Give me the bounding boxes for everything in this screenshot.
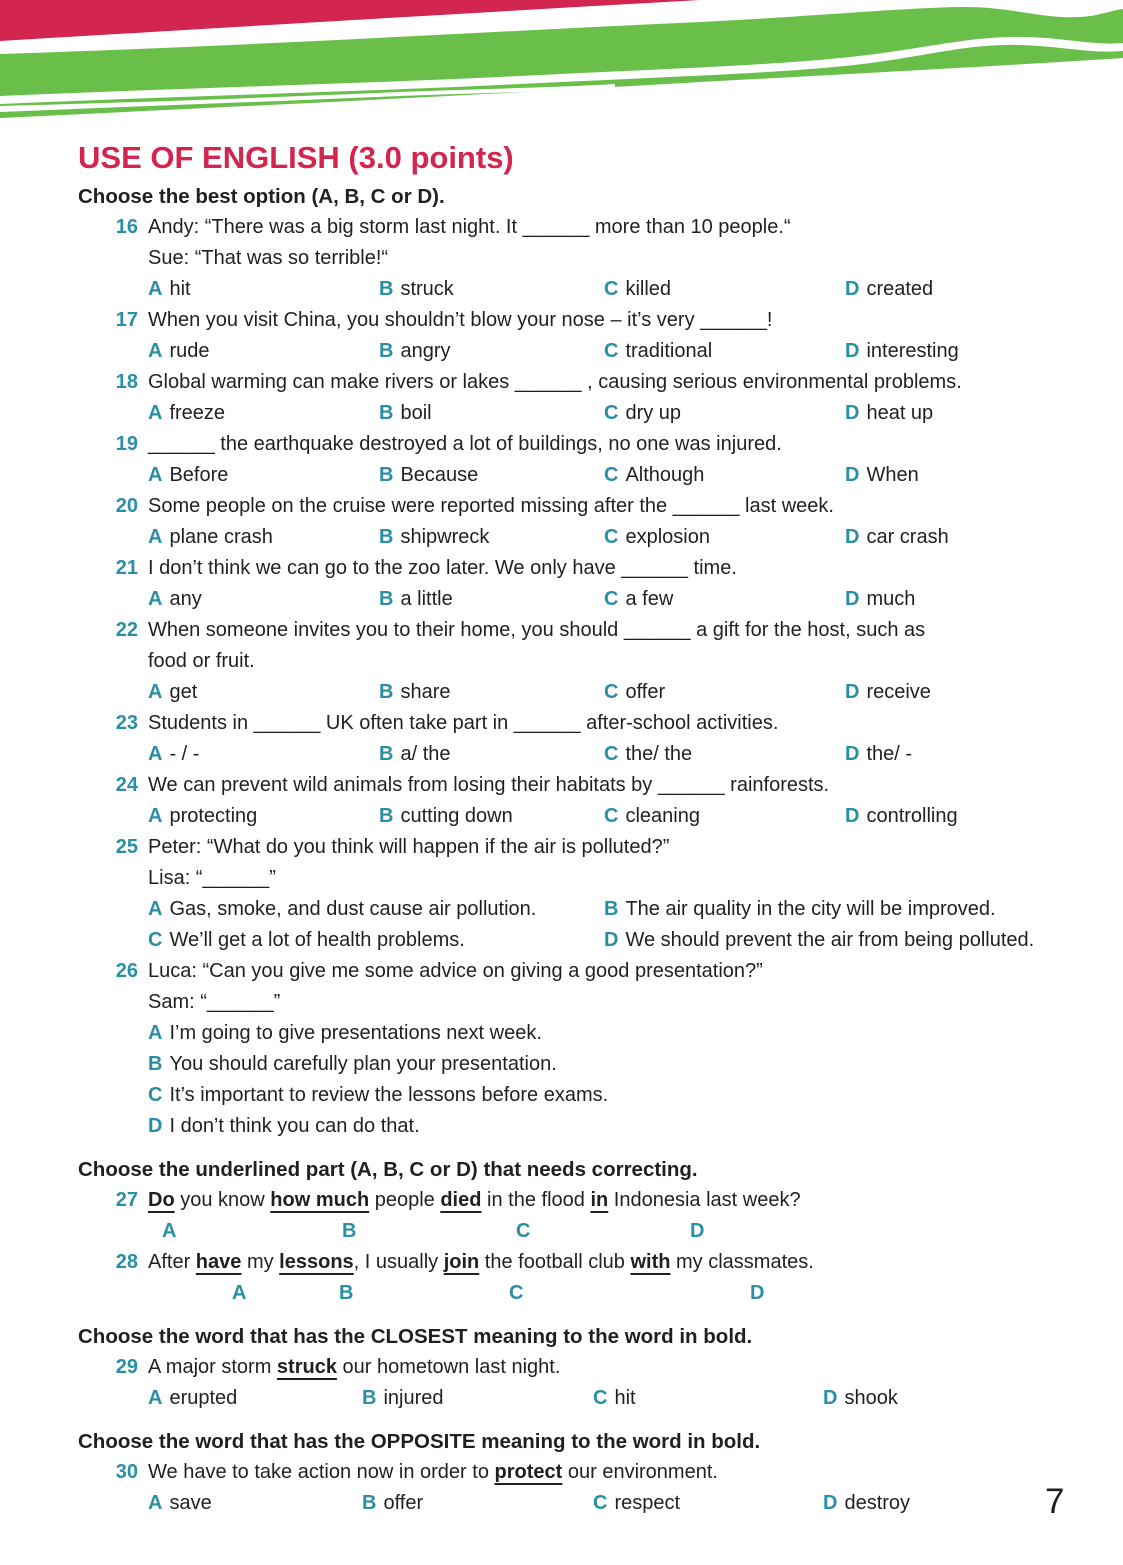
question-21 [78, 553, 1093, 615]
option-letter: C [604, 743, 619, 765]
options-row [148, 677, 1093, 708]
label-a: A [162, 1220, 177, 1242]
option-25-a [148, 894, 604, 925]
option-21-b [379, 584, 604, 615]
question-number: 17 [115, 309, 138, 331]
option-text: created [866, 278, 934, 300]
option-letter: C [593, 1387, 608, 1409]
question-text: Do you know how much people died in the flood in Indonesia last week? [148, 1189, 801, 1211]
option-24-b [379, 801, 604, 832]
section-best-option [78, 181, 1093, 1142]
question-number: 22 [115, 619, 138, 641]
option-letter: D [845, 340, 860, 362]
option-letter: B [379, 805, 394, 827]
option-letter: D [823, 1492, 838, 1514]
question-text: Luca: “Can you give me some advice on giving a good presentation?” [148, 960, 763, 982]
option-letter: B [362, 1492, 377, 1514]
question-text: Andy: “There was a big storm last night. It ______ more than 10 people.“ [148, 216, 791, 238]
question-28 [78, 1247, 1093, 1309]
option-text: It’s important to review the lessons before exams. [169, 1084, 609, 1106]
option-text: hit [614, 1387, 636, 1409]
option-letter: D [148, 1115, 163, 1137]
option-text: Gas, smoke, and dust cause air pollution. [169, 898, 537, 920]
option-24-d [845, 801, 1093, 832]
question-number: 19 [115, 433, 138, 455]
section-instruction: Choose the word that has the OPPOSITE meaning to the word in bold. [78, 1430, 761, 1453]
question-number: 21 [115, 557, 138, 579]
option-letter: D [845, 805, 860, 827]
option-16-b [379, 274, 604, 305]
option-text: You should carefully plan your presentation. [169, 1053, 557, 1075]
option-text: traditional [625, 340, 713, 362]
option-letter: D [845, 464, 860, 486]
option-30-c [593, 1488, 823, 1519]
question-text: Sue: “That was so terrible!“ [148, 247, 389, 269]
option-text: rude [169, 340, 210, 362]
option-letter: C [148, 929, 163, 951]
option-letter: A [148, 1022, 163, 1044]
option-text: respect [614, 1492, 681, 1514]
option-letter: D [845, 743, 860, 765]
question-number: 28 [115, 1251, 138, 1273]
options-row [148, 894, 1093, 956]
option-17-d [845, 336, 1093, 367]
question-number: 29 [115, 1356, 138, 1378]
question-text: Sam: “______” [148, 991, 281, 1013]
option-letter: B [379, 402, 394, 424]
option-letter: B [379, 743, 394, 765]
option-16-c [604, 274, 845, 305]
option-letter: C [604, 805, 619, 827]
question-text: ______ the earthquake destroyed a lot of buildings, no one was injured. [148, 433, 782, 455]
option-letter: A [148, 805, 163, 827]
option-letter: A [148, 464, 163, 486]
option-text: We’ll get a lot of health problems. [169, 929, 465, 951]
option-letter: B [379, 526, 394, 548]
question-16 [78, 212, 1093, 305]
option-letter: A [148, 402, 163, 424]
question-number: 24 [115, 774, 138, 796]
option-letter: A [148, 743, 163, 765]
underlined-part-b: lessons [279, 1251, 354, 1273]
option-18-d [845, 398, 1093, 429]
section-error-correction [78, 1154, 1093, 1309]
question-number: 16 [115, 216, 138, 238]
option-letter: C [604, 526, 619, 548]
question-text: Students in ______ UK often take part in ______ after-school activities. [148, 712, 779, 734]
question-27 [78, 1185, 1093, 1247]
option-text: Because [400, 464, 479, 486]
option-text: a few [625, 588, 674, 610]
option-30-a [148, 1488, 362, 1519]
option-letter: C [604, 464, 619, 486]
question-18 [78, 367, 1093, 429]
label-d: D [690, 1220, 705, 1242]
option-letter: C [604, 588, 619, 610]
question-text: Global warming can make rivers or lakes ______ , causing serious environmental problems. [148, 371, 962, 393]
option-letter: B [379, 681, 394, 703]
option-text: any [169, 588, 202, 610]
underlined-part-b: how much [270, 1189, 370, 1211]
option-text: offer [383, 1492, 424, 1514]
label-b: B [339, 1282, 354, 1304]
section-opposite-meaning [78, 1426, 1093, 1519]
question-text: After have my lessons, I usually join the football club with my classmates. [148, 1251, 814, 1273]
options-row [148, 522, 1093, 553]
option-text: injured [383, 1387, 444, 1409]
option-text: controlling [866, 805, 958, 827]
question-text: Some people on the cruise were reported missing after the ______ last week. [148, 495, 834, 517]
option-text: protecting [169, 805, 258, 827]
option-text: Although [625, 464, 705, 486]
option-text: struck [400, 278, 454, 300]
answer-labels-row [148, 1278, 1093, 1309]
option-letter: A [148, 526, 163, 548]
option-text: freeze [169, 402, 226, 424]
option-26-c [148, 1080, 1093, 1111]
option-text: We should prevent the air from being polluted. [625, 929, 1035, 951]
options-row [148, 398, 1093, 429]
option-25-d [604, 925, 1093, 956]
underlined-part-c: join [443, 1251, 480, 1273]
options-row [148, 336, 1093, 367]
option-letter: C [148, 1084, 163, 1106]
option-19-c [604, 460, 845, 491]
option-text: dry up [625, 402, 682, 424]
option-text: boil [400, 402, 432, 424]
question-19 [78, 429, 1093, 491]
question-17 [78, 305, 1093, 367]
option-24-c [604, 801, 845, 832]
option-19-a [148, 460, 379, 491]
option-text: When [866, 464, 919, 486]
option-letter: C [604, 278, 619, 300]
underlined-part-d: with [630, 1251, 671, 1273]
option-21-a [148, 584, 379, 615]
question-text: We can prevent wild animals from losing their habitats by ______ rainforests. [148, 774, 830, 796]
option-20-b [379, 522, 604, 553]
option-22-a [148, 677, 379, 708]
option-text: the/ - [866, 743, 913, 765]
section-instruction: Choose the word that has the CLOSEST meaning to the word in bold. [78, 1325, 753, 1348]
question-22 [78, 615, 1093, 708]
section-instruction: Choose the underlined part (A, B, C or D) that needs correcting. [78, 1158, 698, 1181]
option-17-c [604, 336, 845, 367]
option-text: save [169, 1492, 212, 1514]
option-29-b [362, 1383, 593, 1414]
option-text: - / - [169, 743, 200, 765]
option-25-c [148, 925, 604, 956]
option-text: car crash [866, 526, 949, 548]
option-letter: B [379, 278, 394, 300]
page-number: 7 [1045, 1482, 1065, 1521]
option-letter: B [379, 340, 394, 362]
option-26-b [148, 1049, 1093, 1080]
section-closest-meaning [78, 1321, 1093, 1414]
question-number: 20 [115, 495, 138, 517]
question-26 [78, 956, 1093, 1142]
option-19-d [845, 460, 1093, 491]
option-text: plane crash [169, 526, 273, 548]
option-text: the/ the [625, 743, 693, 765]
option-16-a [148, 274, 379, 305]
question-30 [78, 1457, 1093, 1519]
option-text: erupted [169, 1387, 238, 1409]
option-22-d [845, 677, 1093, 708]
option-text: heat up [866, 402, 934, 424]
option-letter: A [148, 1492, 163, 1514]
option-21-c [604, 584, 845, 615]
option-text: receive [866, 681, 931, 703]
bold-word: struck [276, 1356, 337, 1378]
option-text: cleaning [625, 805, 700, 827]
option-letter: A [148, 1387, 163, 1409]
option-letter: D [823, 1387, 838, 1409]
option-text: much [866, 588, 916, 610]
option-text: I’m going to give presentations next week. [169, 1022, 542, 1044]
option-22-c [604, 677, 845, 708]
option-17-a [148, 336, 379, 367]
question-20 [78, 491, 1093, 553]
option-29-d [823, 1383, 1093, 1414]
section-instruction: Choose the best option (A, B, C or D). [78, 185, 445, 208]
option-24-a [148, 801, 379, 832]
question-text: food or fruit. [148, 650, 255, 672]
page-title: USE OF ENGLISH (3.0 points) [78, 140, 514, 175]
question-text: When you visit China, you shouldn’t blow your nose – it’s very ______! [148, 309, 773, 331]
underlined-part-c: died [440, 1189, 482, 1211]
option-30-b [362, 1488, 593, 1519]
question-text: We have to take action now in order to protect our environment. [148, 1461, 718, 1483]
option-text: angry [400, 340, 451, 362]
option-23-a [148, 739, 379, 770]
option-20-c [604, 522, 845, 553]
option-letter: A [148, 340, 163, 362]
answer-labels-row [148, 1216, 1093, 1247]
option-18-b [379, 398, 604, 429]
options-row [148, 1383, 1093, 1414]
options-row [148, 460, 1093, 491]
question-23 [78, 708, 1093, 770]
question-number: 26 [115, 960, 138, 982]
underlined-part-d: in [590, 1189, 609, 1211]
option-letter: D [845, 588, 860, 610]
option-letter: D [845, 526, 860, 548]
question-text: Peter: “What do you think will happen if the air is polluted?” [148, 836, 670, 858]
question-24 [78, 770, 1093, 832]
question-29 [78, 1352, 1093, 1414]
option-letter: C [604, 340, 619, 362]
option-text: explosion [625, 526, 710, 548]
option-letter: D [845, 681, 860, 703]
option-19-b [379, 460, 604, 491]
question-text: Lisa: “______” [148, 867, 276, 889]
option-letter: B [148, 1053, 163, 1075]
option-letter: A [148, 588, 163, 610]
option-text: shook [844, 1387, 898, 1409]
options-row [148, 1488, 1093, 1519]
header-graphic [0, 0, 1123, 120]
option-25-b [604, 894, 1093, 925]
question-text: A major storm struck our hometown last night. [148, 1356, 561, 1378]
option-text: get [169, 681, 198, 703]
option-letter: A [148, 278, 163, 300]
option-letter: C [604, 402, 619, 424]
option-23-c [604, 739, 845, 770]
option-18-c [604, 398, 845, 429]
option-text: hit [169, 278, 191, 300]
option-17-b [379, 336, 604, 367]
option-text: I don’t think you can do that. [169, 1115, 420, 1137]
question-number: 27 [115, 1189, 138, 1211]
option-letter: B [362, 1387, 377, 1409]
option-letter: B [379, 464, 394, 486]
option-29-c [593, 1383, 823, 1414]
option-letter: D [845, 278, 860, 300]
option-letter: D [845, 402, 860, 424]
label-d: D [750, 1282, 765, 1304]
underlined-part-a: have [195, 1251, 242, 1273]
label-a: A [232, 1282, 247, 1304]
option-26-a [148, 1018, 1093, 1049]
option-text: offer [625, 681, 666, 703]
option-letter: B [379, 588, 394, 610]
option-letter: A [148, 898, 163, 920]
label-c: C [509, 1282, 524, 1304]
option-text: killed [625, 278, 672, 300]
option-text: a little [400, 588, 453, 610]
option-letter: A [148, 681, 163, 703]
option-26-d [148, 1111, 1093, 1142]
option-text: destroy [844, 1492, 911, 1514]
options-row [148, 739, 1093, 770]
option-18-a [148, 398, 379, 429]
option-23-d [845, 739, 1093, 770]
label-c: C [516, 1220, 531, 1242]
options-row [148, 801, 1093, 832]
bold-word: protect [494, 1461, 563, 1483]
option-20-d [845, 522, 1093, 553]
option-text: share [400, 681, 451, 703]
option-letter: D [604, 929, 619, 951]
option-letter: B [604, 898, 619, 920]
underlined-part-a: Do [148, 1189, 175, 1211]
options-list [148, 1018, 1093, 1142]
option-text: The air quality in the city will be improved. [625, 898, 996, 920]
option-22-b [379, 677, 604, 708]
question-number: 25 [115, 836, 138, 858]
option-text: a/ the [400, 743, 451, 765]
option-text: cutting down [400, 805, 513, 827]
options-row [148, 584, 1093, 615]
question-number: 23 [115, 712, 138, 734]
option-16-d [845, 274, 1093, 305]
question-number: 30 [115, 1461, 138, 1483]
option-text: Before [169, 464, 229, 486]
question-number: 18 [115, 371, 138, 393]
question-text: I don’t think we can go to the zoo later. We only have ______ time. [148, 557, 737, 579]
question-text: When someone invites you to their home, you should ______ a gift for the host, such as [148, 619, 926, 641]
options-row [148, 274, 1093, 305]
label-b: B [342, 1220, 357, 1242]
option-text: shipwreck [400, 526, 490, 548]
option-20-a [148, 522, 379, 553]
option-letter: C [604, 681, 619, 703]
option-29-a [148, 1383, 362, 1414]
option-letter: C [593, 1492, 608, 1514]
question-25 [78, 832, 1093, 956]
option-text: interesting [866, 340, 959, 362]
option-23-b [379, 739, 604, 770]
option-21-d [845, 584, 1093, 615]
